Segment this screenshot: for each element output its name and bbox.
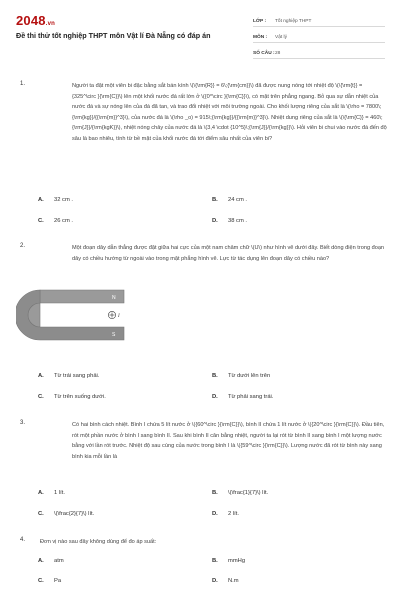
option-text: \(\frac{2}{7}\) lít. [54,511,95,517]
option-c[interactable] [38,578,61,584]
meta-value: Vật lý [275,35,287,40]
meta-row-subject [253,30,385,43]
option-letter: A. [38,490,44,496]
meta-value: 28 [275,51,281,56]
option-text: Pa [54,578,62,584]
option-letter: B. [212,490,218,496]
option-text: 32 cm . [54,197,74,203]
meta-row-class [253,14,385,27]
option-b[interactable] [212,373,270,379]
option-text: 26 cm . [54,218,74,224]
exam-meta [253,14,385,62]
option-text: mmHg [228,558,246,564]
option-letter: D. [212,578,218,584]
meta-row-count [253,46,385,59]
question-text: Một đoạn dây dẫn thẳng được đặt giữa hai cực của một nam châm chữ \(U\) như hình vẽ dưới đây. Biết dòng điện trong đoạn dây có chiều hướng từ ngoài vào trong mặt phẳng hình vẽ. Lực từ tác dụng lên đoạn dây có chiều nào? [72,245,385,262]
option-text: Từ phải sang trái. [228,394,274,400]
meta-key: SỐ CÂU : [253,51,275,56]
option-text: 24 cm . [228,197,248,203]
option-text: atm [54,558,64,564]
option-letter: B. [212,197,218,203]
option-c[interactable] [38,394,106,400]
exam-title: Đề thi thử tốt nghiệp THPT môn Vật lí Đà Nẵng có đáp án [16,31,211,40]
question-number: 4. [20,537,26,543]
south-pole-label: S [112,332,116,338]
option-letter: C. [38,394,44,400]
option-b[interactable] [212,490,268,496]
option-text: \(\frac{1}{7}\) lít. [228,490,269,496]
option-c[interactable] [38,218,73,224]
option-text: 2 lít. [228,511,239,517]
brand-name: 2048 [16,13,46,28]
option-b[interactable] [212,558,245,564]
site-logo[interactable] [16,13,55,28]
north-pole-label: N [112,295,116,301]
question-text: Có hai bình cách nhiệt. Bình I chứa 5 lít nước ở \({60^\circ }{\rm{C}}\), bình II chứa 1 lít nước ở \({20^\circ }{\rm{C}}\). Đầu tiên, rót một phần nước ở bình I sang bình II. Sau khi bình II cân bằng nhiệt, người ta lại rót từ bình II sang bình I một lượng nước bằng với lần rót trước. Nhiệt độ sau cùng của nước trong bình I là \({59^\circ }{\rm{C}}\). Lượng nước đã rót từ bình này sang bình kia mỗi lần là [72,422,385,460]
option-d[interactable] [212,511,239,517]
meta-key: MÔN : [253,35,268,40]
meta-key: LỚP : [253,19,267,24]
magnet-north-arm [28,290,124,327]
option-d[interactable] [212,394,273,400]
option-text: Từ trái sang phải. [54,373,100,379]
option-letter: C. [38,218,44,224]
current-into-page-icon [108,311,115,318]
option-letter: D. [212,511,218,517]
option-a[interactable] [38,558,64,564]
option-text: Từ trên xuống dưới. [54,394,106,400]
option-letter: D. [212,218,218,224]
option-letter: D. [212,394,218,400]
option-d[interactable] [212,578,239,584]
question-number: 3. [20,420,26,426]
meta-value: Tốt nghiệp THPT [275,19,312,24]
option-letter: C. [38,578,44,584]
option-letter: B. [212,558,218,564]
u-magnet-figure [16,286,134,344]
option-letter: A. [38,197,44,203]
question-number: 2. [20,243,26,249]
option-d[interactable] [212,218,247,224]
page-header [0,0,400,64]
brand-suffix: .vn [45,21,56,27]
option-a[interactable] [38,490,65,496]
option-text: Từ dưới lên trên [228,373,271,379]
option-a[interactable] [38,373,99,379]
option-letter: A. [38,373,44,379]
option-a[interactable] [38,197,73,203]
option-text: N.m [228,578,239,584]
question-text: Người ta đặt một viên bi đặc bằng sắt bán kính \(\{\rm{R}} = 6\;{\rm{cm}}\) đã được nung nóng tới nhiệt độ \(\{\rm{t}} = {325^\circ }{\rm{C}}\) lên một khối nước đá rất lớn ở \({0^\circ }{\rm{C}}\), có mặt trên phẳng ngang. Bỏ qua sự dẫn nhiệt của nước đá và sự nóng lên của đá đã tan, và trao đổi nhiệt với môi trường ngoài. Cho khối lượng riêng của sắt là \(\rho = 7800\;{\rm{kg}}/{{\rm{m}}^3}\), của nước đá là \(\rho _o) = 915\;{\rm{kg}}/{{\rm{m}}^3}\). Nhiệt dung riêng của sắt là \(\{\rm{C}} = 460\;{\rm{J}}/{\rm{kgK}}\), nhiệt nóng chảy của nước đá là \(3,4 \cdot {10^5}\;{\rm{J}}/{\rm{kg}}\). Hỏi viên bi chui vào nước đá đến độ sâu là bao nhiêu, tính từ bề mặt của khối nước đá tới điểm sâu nhất của viên bi? [72,83,387,142]
question-number: 1. [20,81,26,87]
option-letter: A. [38,558,44,564]
option-letter: B. [212,373,218,379]
option-b[interactable] [212,197,247,203]
current-label: I [118,314,120,319]
option-text: 38 cm . [228,218,248,224]
option-c[interactable] [38,511,94,517]
option-text: 1 lít. [54,490,65,496]
option-letter: C. [38,511,44,517]
question-text: Đơn vị nào sau đây không dùng để đo áp suất: [40,539,157,545]
